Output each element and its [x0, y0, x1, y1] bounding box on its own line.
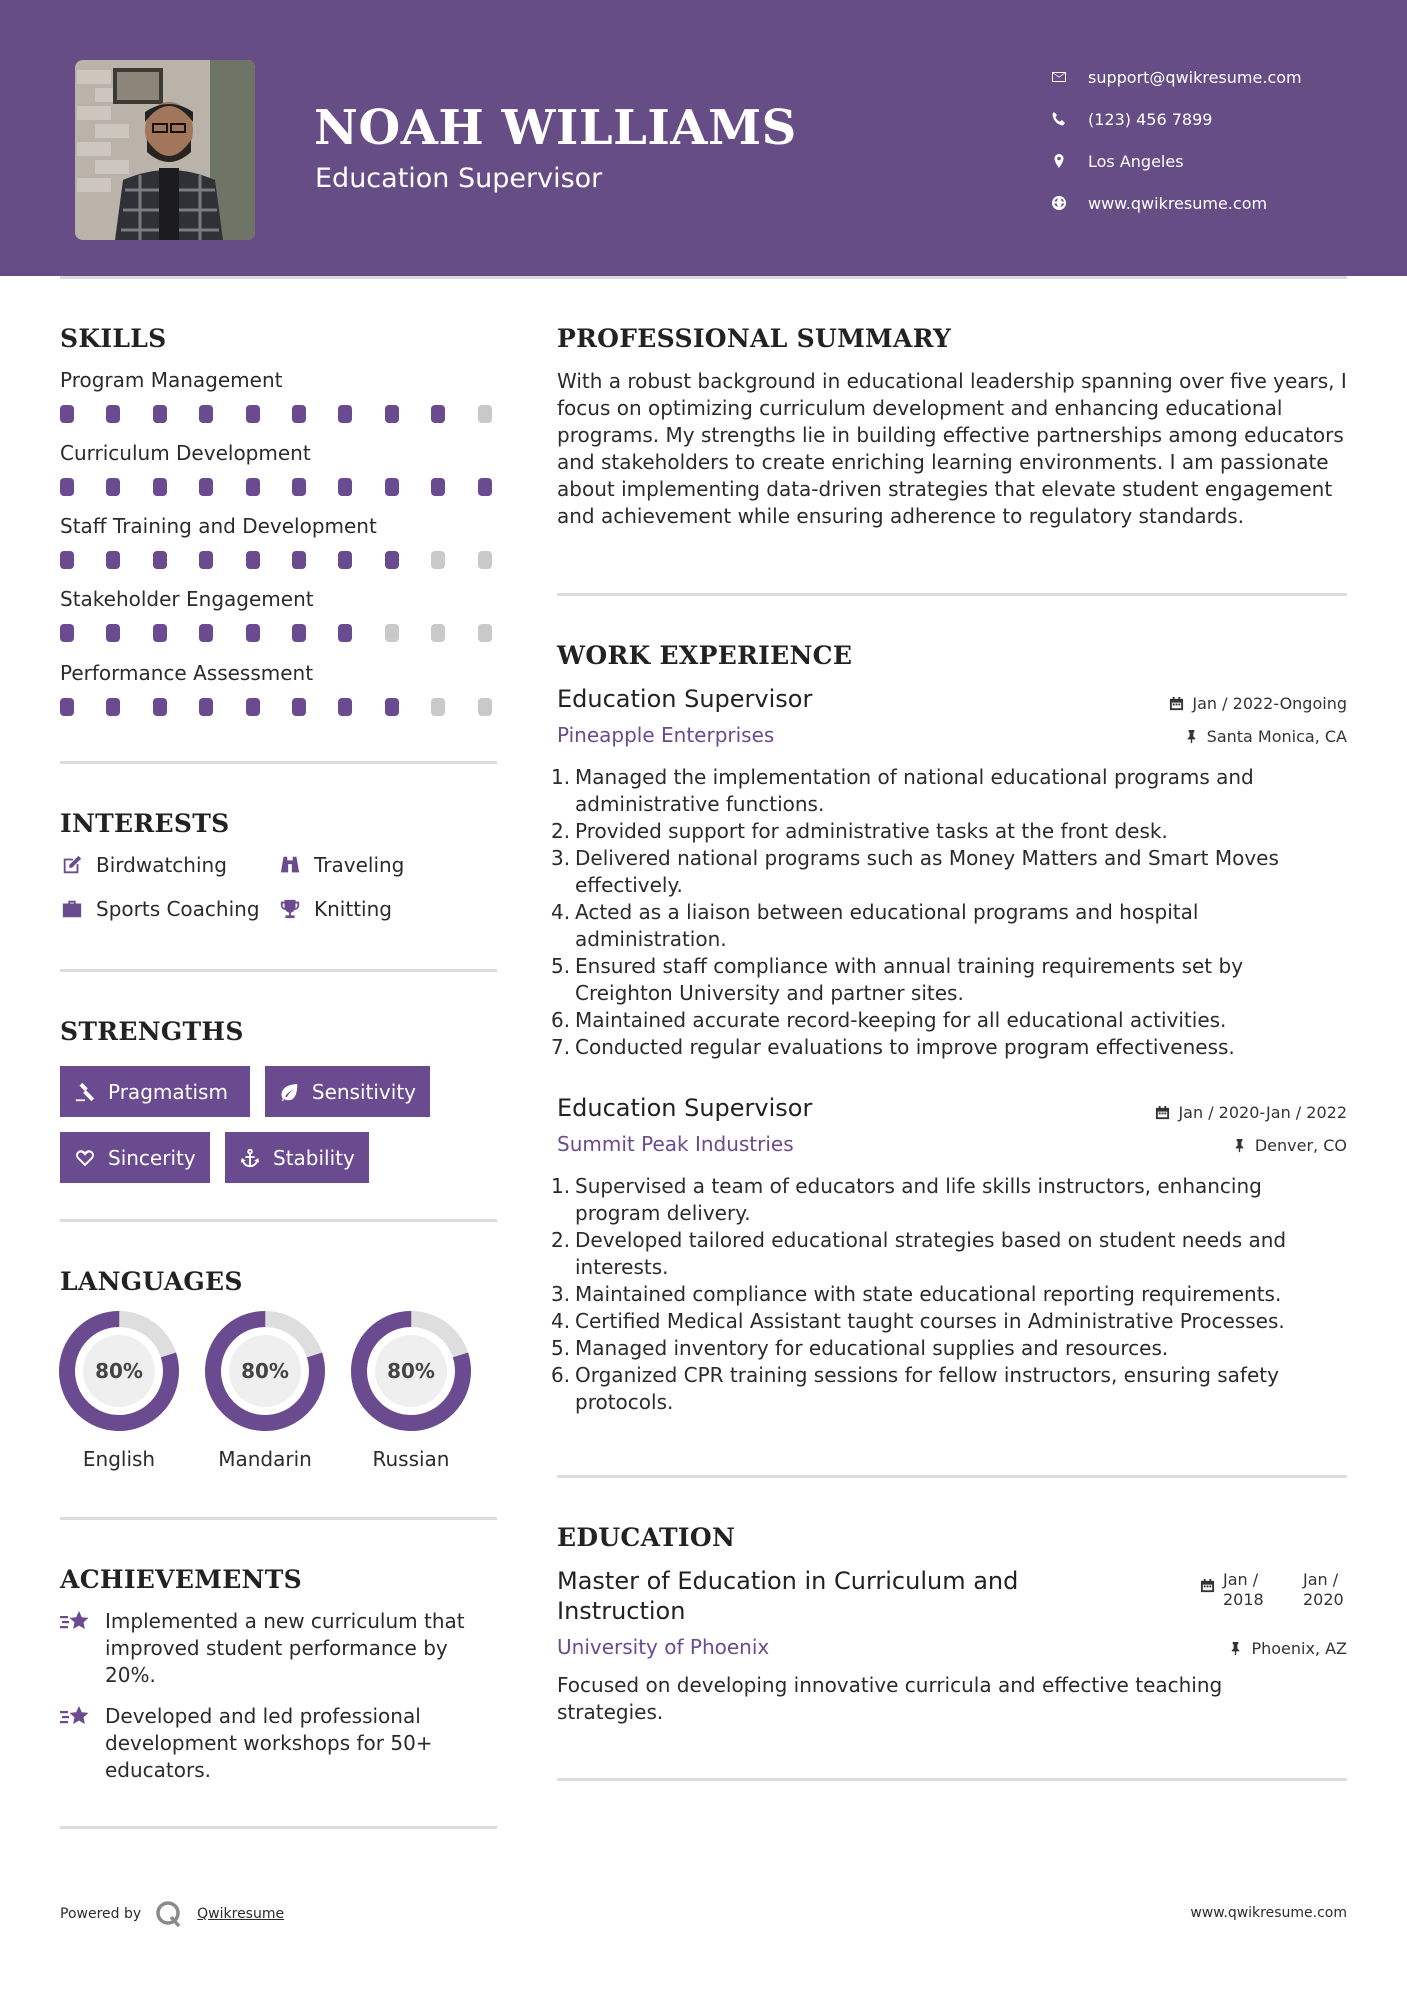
list-item: 1. Managed the implementation of national educational programs and administrative functions. — [551, 765, 1254, 816]
powered-by-text: Powered by — [60, 1906, 142, 1922]
pushpin-icon — [1228, 1641, 1243, 1656]
education-description: Focused on developing innovative curricula and effective teaching strategies. — [557, 1673, 1223, 1724]
strength-badge — [60, 1132, 210, 1183]
job-title: Education Supervisor — [557, 685, 813, 713]
contact-email[interactable] — [1050, 56, 1302, 98]
company-name: Pineapple Enterprises — [557, 723, 775, 747]
education-date-end: Jan / 2020 — [1303, 1570, 1344, 1609]
achievement-item — [60, 1703, 500, 1784]
rating-dot-filled — [199, 405, 213, 423]
section-divider — [557, 1778, 1347, 1781]
qwikresume-logo-icon — [155, 1900, 183, 1928]
duty-text: Conducted regular evaluations to improve program effectiveness. — [575, 1035, 1235, 1059]
list-item: 1. Supervised a team of educators and life skills instructors, enhancing program delivery. — [551, 1174, 1262, 1225]
rating-dot-filled — [385, 551, 399, 569]
rating-dot-filled — [385, 698, 399, 716]
summary-text: With a robust background in educational leadership spanning over five years, I focus on optimizing curriculum development and enhancing educational programs. My strengths lie in building effective partnerships among educators and stakeholders to create enriching learning environments. I am passionate about implementing data-driven strategies that elevate student engagement and achievement while ensuring adherence to regulatory standards. — [557, 369, 1347, 528]
rating-dot-filled — [431, 405, 445, 423]
rating-dot-filled — [106, 624, 120, 642]
interest-label: Knitting — [314, 897, 392, 921]
achievement-text: Implemented a new curriculum that improved student performance by 20%. — [105, 1609, 465, 1687]
strength-badge — [225, 1132, 369, 1183]
calendar-icon — [1155, 1105, 1170, 1120]
interest-item — [278, 897, 392, 921]
rating-dot-filled — [153, 478, 167, 496]
language-percent: 80% — [387, 1359, 435, 1383]
duty-text: Organized CPR training sessions for fellow instructors, ensuring safety protocols. — [575, 1363, 1279, 1414]
contact-website-text: www.qwikresume.com — [1088, 193, 1268, 213]
contact-location — [1050, 140, 1302, 182]
rating-dot-filled — [478, 478, 492, 496]
job-date — [1155, 1103, 1347, 1122]
contact-location-text: Los Angeles — [1088, 151, 1184, 171]
rating-dot-filled — [153, 405, 167, 423]
list-item: 5. Ensured staff compliance with annual training requirements set by Creighton University and partner sites. — [551, 954, 1244, 1005]
duty-text: Developed tailored educational strategies based on student needs and interests. — [575, 1228, 1287, 1279]
gavel-icon — [74, 1081, 96, 1103]
job-location-text: Santa Monica, CA — [1206, 727, 1347, 746]
skill-label: Performance Assessment — [60, 661, 314, 685]
duty-text: Maintained accurate record-keeping for all educational activities. — [575, 1008, 1227, 1032]
rating-dot-filled — [60, 478, 74, 496]
job-duties — [551, 1173, 1347, 1416]
section-divider — [557, 593, 1347, 596]
rating-dot-empty — [478, 698, 492, 716]
binoculars-icon — [278, 853, 302, 877]
rating-dot-filled — [246, 551, 260, 569]
rating-dot-filled — [292, 405, 306, 423]
interest-label: Traveling — [314, 853, 405, 877]
edit-icon — [60, 853, 84, 877]
contact-list — [1050, 56, 1302, 224]
duty-text: Maintained compliance with state educational reporting requirements. — [575, 1282, 1282, 1306]
rating-dot-empty — [478, 405, 492, 423]
rating-dot-filled — [246, 624, 260, 642]
list-item: 7. Conducted regular evaluations to improve program effectiveness. — [551, 1035, 1235, 1059]
language-percent: 80% — [95, 1359, 143, 1383]
section-divider — [557, 1475, 1347, 1478]
pushpin-icon — [1184, 729, 1199, 744]
list-item: 2. Developed tailored educational strategies based on student needs and interests. — [551, 1228, 1287, 1279]
list-item: 4. Certified Medical Assistant taught courses in Administrative Processes. — [551, 1309, 1285, 1333]
pushpin-icon — [1232, 1138, 1247, 1153]
footer-url[interactable]: www.qwikresume.com — [1190, 1905, 1347, 1921]
rating-dot-filled — [246, 698, 260, 716]
skill-label: Stakeholder Engagement — [60, 587, 314, 611]
job-duties — [551, 764, 1347, 1061]
rating-dot-filled — [292, 478, 306, 496]
rating-dot-filled — [199, 551, 213, 569]
section-divider — [60, 1517, 497, 1520]
rating-dot-filled — [106, 698, 120, 716]
contact-email-text: support@qwikresume.com — [1088, 67, 1302, 87]
interest-label: Birdwatching — [96, 853, 227, 877]
anchor-icon — [239, 1147, 261, 1169]
rating-dot-filled — [106, 551, 120, 569]
language-percent: 80% — [241, 1359, 289, 1383]
strength-label: Pragmatism — [108, 1079, 228, 1104]
rating-dot-filled — [292, 698, 306, 716]
rating-dot-empty — [431, 551, 445, 569]
list-item: 2. Provided support for administrative tasks at the front desk. — [551, 819, 1168, 843]
rating-dot-empty — [431, 624, 445, 642]
job-location — [1184, 727, 1347, 746]
education-date-start: Jan / 2018 — [1223, 1570, 1264, 1609]
contact-website[interactable] — [1050, 182, 1302, 224]
rating-dot-filled — [292, 624, 306, 642]
briefcase-icon — [60, 897, 84, 921]
rating-dot-filled — [199, 624, 213, 642]
achievement-text: Developed and led professional development workshops for 50+ educators. — [105, 1704, 433, 1782]
calendar-icon — [1200, 1578, 1215, 1593]
candidate-title: Education Supervisor — [315, 163, 603, 194]
rating-dot-filled — [385, 405, 399, 423]
duty-text: Ensured staff compliance with annual training requirements set by Creighton University and partner sites. — [575, 954, 1244, 1005]
section-divider — [60, 1826, 497, 1829]
school-name: University of Phoenix — [557, 1635, 770, 1659]
education-location — [1228, 1639, 1347, 1658]
rating-dot-filled — [60, 551, 74, 569]
interest-item — [278, 853, 404, 877]
skill-rating — [60, 698, 500, 716]
brand-link[interactable]: Qwikresume — [197, 1906, 285, 1922]
profile-photo — [75, 60, 255, 240]
languages-heading: LANGUAGES — [60, 1267, 243, 1296]
duty-text: Acted as a liaison between educational programs and hospital administration. — [575, 900, 1199, 951]
star-icon — [60, 1608, 94, 1689]
language-name: English — [82, 1447, 156, 1471]
map-pin-icon — [1050, 152, 1068, 170]
skill-label: Curriculum Development — [60, 441, 311, 465]
globe-icon — [1050, 194, 1068, 212]
education-date — [1200, 1570, 1347, 1610]
company-name: Summit Peak Industries — [557, 1132, 794, 1156]
rating-dot-empty — [478, 624, 492, 642]
list-item: 4. Acted as a liaison between educational programs and hospital administration. — [551, 900, 1199, 951]
rating-dot-filled — [153, 551, 167, 569]
rating-dot-filled — [199, 698, 213, 716]
experience-heading: WORK EXPERIENCE — [557, 641, 853, 670]
envelope-icon — [1050, 68, 1068, 86]
job-title: Education Supervisor — [557, 1094, 813, 1122]
skill-label: Program Management — [60, 368, 283, 392]
rating-dot-filled — [338, 405, 352, 423]
resume-header — [0, 0, 1407, 276]
duty-text: Managed the implementation of national educational programs and administrative functions. — [575, 765, 1254, 816]
interest-item — [60, 897, 260, 921]
interests-heading: INTERESTS — [60, 809, 230, 838]
rating-dot-filled — [60, 698, 74, 716]
duty-text: Delivered national programs such as Money Matters and Smart Moves effectively. — [575, 846, 1279, 897]
rating-dot-filled — [338, 551, 352, 569]
rating-dot-filled — [431, 478, 445, 496]
job-date-text: Jan / 2020-Jan / 2022 — [1178, 1103, 1347, 1122]
list-item: 5. Managed inventory for educational supplies and resources. — [551, 1336, 1169, 1360]
summary-heading: PROFESSIONAL SUMMARY — [557, 324, 952, 353]
strength-badge — [60, 1066, 250, 1117]
rating-dot-filled — [153, 624, 167, 642]
job-date — [1169, 694, 1347, 713]
list-item: 6. Organized CPR training sessions for fellow instructors, ensuring safety protocols. — [551, 1363, 1279, 1414]
leaf-icon — [279, 1081, 300, 1103]
rating-dot-filled — [338, 624, 352, 642]
education-location-text: Phoenix, AZ — [1251, 1639, 1347, 1658]
section-divider — [60, 761, 497, 764]
rating-dot-filled — [60, 624, 74, 642]
skill-rating — [60, 624, 500, 642]
duty-text: Certified Medical Assistant taught courses in Administrative Processes. — [575, 1309, 1285, 1333]
strengths-heading: STRENGTHS — [60, 1017, 244, 1046]
skills-heading: SKILLS — [60, 324, 167, 353]
rating-dot-filled — [292, 551, 306, 569]
skill-rating — [60, 405, 500, 423]
degree-title: Master of Education in Curriculum and Instruction — [557, 1567, 1019, 1625]
trophy-icon — [278, 897, 302, 921]
duty-text: Managed inventory for educational supplies and resources. — [575, 1336, 1169, 1360]
language-ring — [203, 1309, 327, 1433]
rating-dot-empty — [478, 551, 492, 569]
language-name: Mandarin — [218, 1447, 312, 1471]
strength-label: Stability — [273, 1145, 355, 1170]
rating-dot-filled — [246, 478, 260, 496]
interest-item — [60, 853, 227, 877]
list-item: 6. Maintained accurate record-keeping for all educational activities. — [551, 1008, 1227, 1032]
rating-dot-filled — [338, 478, 352, 496]
language-name: Russian — [372, 1447, 450, 1471]
rating-dot-filled — [153, 698, 167, 716]
skill-rating — [60, 478, 500, 496]
candidate-name: NOAH WILLIAMS — [314, 100, 797, 156]
strength-label: Sensitivity — [311, 1079, 416, 1104]
duty-text: Provided support for administrative tasks at the front desk. — [575, 819, 1168, 843]
star-icon — [60, 1703, 94, 1784]
interest-label: Sports Coaching — [96, 897, 260, 921]
job-location — [1232, 1136, 1347, 1155]
achievements-heading: ACHIEVEMENTS — [60, 1565, 302, 1594]
section-divider — [60, 1219, 497, 1222]
rating-dot-filled — [106, 478, 120, 496]
rating-dot-filled — [246, 405, 260, 423]
education-heading: EDUCATION — [557, 1523, 736, 1552]
rating-dot-empty — [385, 624, 399, 642]
rating-dot-filled — [106, 405, 120, 423]
skill-label: Staff Training and Development — [60, 514, 377, 538]
language-ring — [57, 1309, 181, 1433]
contact-phone[interactable] — [1050, 98, 1302, 140]
rating-dot-filled — [199, 478, 213, 496]
heart-icon — [74, 1147, 96, 1169]
rating-dot-filled — [60, 405, 74, 423]
phone-icon — [1050, 110, 1068, 128]
rating-dot-empty — [431, 698, 445, 716]
calendar-icon — [1169, 696, 1184, 711]
section-divider — [60, 969, 497, 972]
achievement-item — [60, 1608, 500, 1689]
job-location-text: Denver, CO — [1254, 1136, 1347, 1155]
skill-rating — [60, 551, 500, 569]
rating-dot-filled — [338, 698, 352, 716]
strength-label: Sincerity — [108, 1145, 196, 1170]
strength-badge — [265, 1066, 430, 1117]
list-item: 3. Maintained compliance with state educational reporting requirements. — [551, 1282, 1282, 1306]
language-ring — [349, 1309, 473, 1433]
list-item: 3. Delivered national programs such as Money Matters and Smart Moves effectively. — [551, 846, 1279, 897]
duty-text: Supervised a team of educators and life skills instructors, enhancing program delivery. — [575, 1174, 1262, 1225]
header-divider — [60, 276, 1347, 279]
job-date-text: Jan / 2022-Ongoing — [1192, 694, 1347, 713]
footer-branding — [60, 1900, 284, 1928]
rating-dot-filled — [385, 478, 399, 496]
contact-phone-text: (123) 456 7899 — [1088, 109, 1213, 129]
